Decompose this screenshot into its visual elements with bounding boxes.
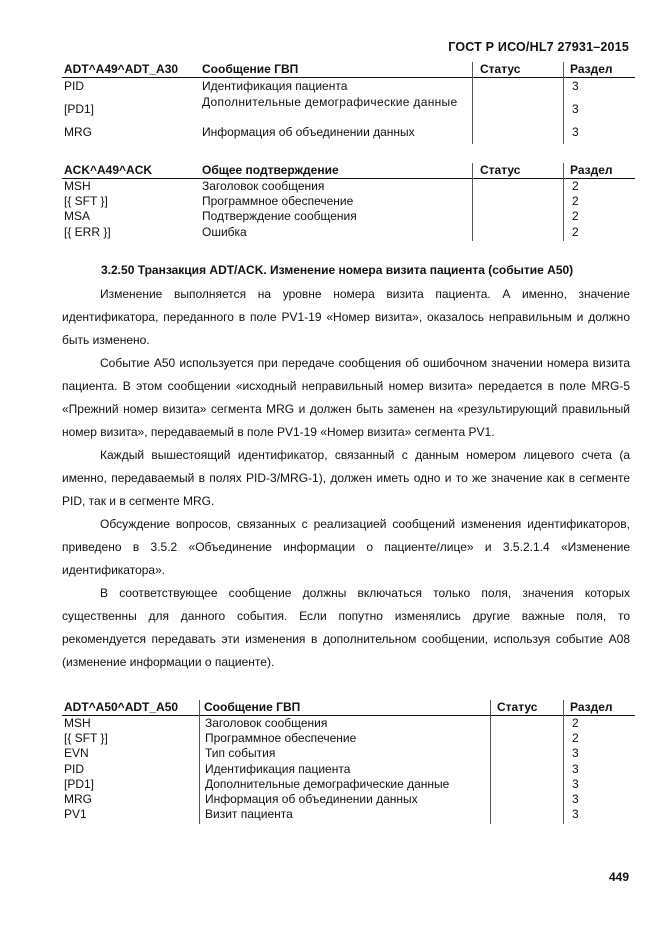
segment-code: MRG	[64, 125, 92, 139]
segment-section: 3	[572, 762, 579, 776]
table-row	[62, 209, 635, 224]
table-header-description: Сообщение ГВП	[204, 700, 301, 714]
segment-table-adt-a49	[62, 62, 635, 144]
table-row	[62, 225, 635, 240]
table-row	[62, 95, 635, 125]
segment-table-ack-a49	[62, 163, 635, 241]
segment-description: Информация об объединении данных	[202, 125, 415, 139]
segment-code: [PD1]	[64, 777, 95, 791]
table-header-row	[62, 163, 635, 178]
table-header-status: Статус	[480, 62, 521, 76]
table-row	[62, 746, 635, 761]
segment-section: 3	[572, 746, 579, 760]
segment-section: 2	[572, 179, 579, 193]
segment-description: Ошибка	[202, 225, 247, 239]
segment-description: Программное обеспечение	[205, 731, 357, 745]
segment-code: MSA	[64, 209, 91, 223]
table-header-section: Раздел	[570, 62, 613, 76]
segment-description: Программное обеспечение	[202, 194, 354, 208]
segment-section: 2	[572, 225, 579, 239]
segment-code: PID	[64, 762, 85, 776]
table-row	[62, 777, 635, 792]
segment-code: EVN	[64, 746, 89, 760]
segment-code: MRG	[64, 792, 92, 806]
paragraph: Изменение выполняется на уровне номера визита пациента. А именно, значение идентификатора, переданного в поле PV1-19 «Номер визита», оказалось неправильным и должно быть изменено.	[62, 287, 630, 347]
segment-section: 3	[572, 777, 579, 791]
table-header-message: ACK^A49^ACK	[64, 163, 153, 177]
segment-code: MSH	[64, 716, 91, 730]
segment-description: Визит пациента	[205, 807, 293, 821]
body-text	[62, 283, 630, 674]
table-header-description: Сообщение ГВП	[202, 62, 299, 76]
segment-description: Дополнительные демографические данные	[205, 777, 450, 791]
table-row	[62, 731, 635, 746]
segment-code: PV1	[64, 807, 87, 821]
segment-description: Тип события	[205, 746, 276, 760]
table-header-status: Статус	[480, 163, 521, 177]
paragraph: Каждый вышестоящий идентификатор, связанный с данным номером лицевого счета (а именно, передаваемый в полях PID-3/MRG-1), должен иметь одно и то же значение как в сегменте PID, так и в сегменте MRG.	[62, 448, 630, 508]
paragraph: Обсуждение вопросов, связанных с реализацией сообщений изменения идентификаторов, приведено в 3.5.2 «Объединение информации о пациенте/лице» и 3.5.2.1.4 «Изменение идентификатора».	[62, 517, 630, 577]
table-header-message: ADT^A49^ADT_A30	[64, 62, 179, 76]
segment-section: 3	[572, 125, 579, 139]
segment-section: 3	[572, 792, 579, 806]
document-id: ГОСТ Р ИСО/HL7 27931–2015	[448, 40, 629, 54]
table-header-message: ADT^A50^ADT_A50	[64, 700, 179, 714]
table-header-status: Статус	[497, 700, 538, 714]
table-header-row	[62, 62, 635, 77]
table-row	[62, 79, 635, 94]
segment-section: 2	[572, 716, 579, 730]
segment-section: 2	[572, 194, 579, 208]
segment-table-adt-a50	[62, 700, 635, 824]
segment-description: Подтверждение сообщения	[202, 209, 357, 223]
segment-description: Идентификация пациента	[205, 762, 351, 776]
table-row	[62, 179, 635, 194]
table-row	[62, 807, 635, 822]
paragraph: Событие А50 используется при передаче сообщения об ошибочном значении номера визита пациента. В этом сообщении «исходный неправильный номер визита» передается в поле MRG-5 «Прежний номер визита» сегмента MRG и должен быть заменен на «результирующий правильный номер визита», передаваемый в поле PV1-19 «Номер визита» сегмента PV1.	[62, 356, 630, 439]
table-header-section: Раздел	[570, 700, 613, 714]
segment-section: 2	[572, 731, 579, 745]
table-header-section: Раздел	[570, 163, 613, 177]
section-title: 3.2.50 Транзакция ADT/ACK. Изменение номера визита пациента (событие А50)	[101, 263, 574, 277]
table-row	[62, 792, 635, 807]
table-header-row	[62, 700, 635, 715]
segment-description: Дополнительные демографические данные	[202, 95, 458, 109]
segment-code: [PD1]	[64, 102, 95, 116]
page-number: 449	[608, 870, 629, 884]
segment-section: 2	[572, 209, 579, 223]
segment-description: Заголовок сообщения	[205, 716, 328, 730]
table-row	[62, 125, 635, 140]
segment-code: MSH	[64, 179, 91, 193]
segment-description: Информация об объединении данных	[205, 792, 418, 806]
table-rule	[62, 77, 635, 78]
table-row	[62, 716, 635, 731]
segment-description: Идентификация пациента	[202, 79, 348, 93]
table-row	[62, 762, 635, 777]
segment-code: [{ ERR }]	[64, 225, 111, 239]
segment-section: 3	[572, 79, 579, 93]
segment-code: PID	[64, 79, 85, 93]
segment-description: Заголовок сообщения	[202, 179, 325, 193]
table-header-description: Общее подтверждение	[202, 163, 339, 177]
paragraph: В соответствующее сообщение должны включаться только поля, значения которых существенны для данного события. Если попутно изменялись другие важные поля, то рекомендуется передавать эти изменения в дополнительном сообщении, используя событие А08 (изменение информации о пациенте).	[62, 586, 630, 669]
segment-code: [{ SFT }]	[64, 194, 108, 208]
segment-section: 3	[572, 807, 579, 821]
table-row	[62, 194, 635, 209]
segment-section: 3	[572, 102, 579, 116]
segment-code: [{ SFT }]	[64, 731, 108, 745]
